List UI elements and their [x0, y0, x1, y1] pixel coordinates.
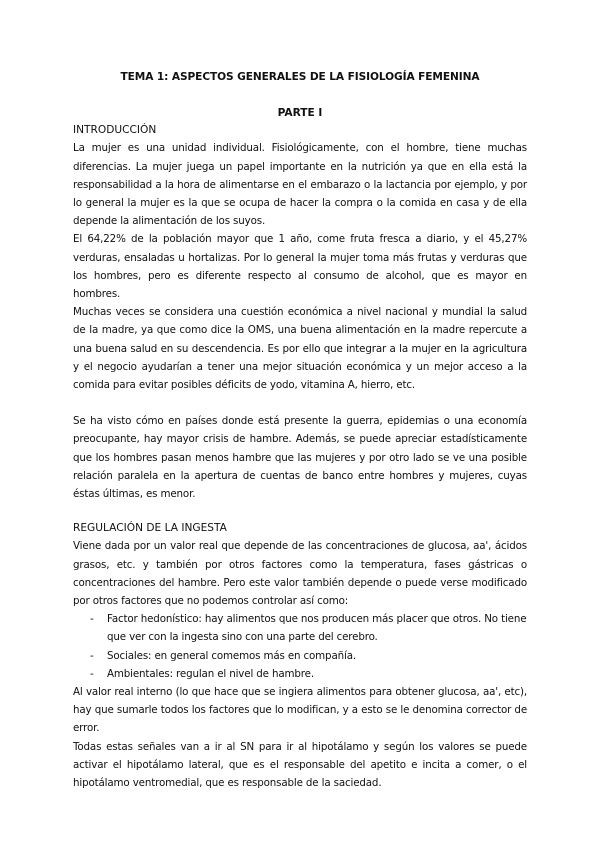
list-item [90, 647, 527, 665]
factor-text: Factor hedonístico: hay alimentos que nos producen más placer que otros. No tiene que ver con la ingesta sino con una parte del cerebro. [107, 613, 527, 644]
list-item [90, 665, 527, 683]
list-item [90, 610, 527, 646]
factor-text: Sociales: en general comemos más en compañía. [107, 649, 356, 662]
paragraph-spacer [73, 394, 527, 412]
regulation-intro-paragraph: Viene dada por un valor real que depende de las concentraciones de glucosa, aa', ácidos grasos, etc. y también por otros factores como la temperatura, fases gástricas o concentraciones del hambre. Pero este valor también depende o puede verse modificado por otros factores que no podemos controlar así como: [73, 540, 527, 608]
list-dash: - [90, 613, 94, 626]
section-spacer [73, 503, 527, 519]
section-heading-introduccion: INTRODUCCIÓN [73, 124, 157, 136]
factors-list [73, 610, 527, 683]
document-title: TEMA 1: ASPECTOS GENERALES DE LA FISIOLOGÍA FEMENINA [120, 71, 480, 83]
factor-text: Ambientales: regulan el nivel de hambre. [107, 667, 314, 680]
part-title: PARTE I [277, 107, 323, 119]
section-heading-regulacion: REGULACIÓN DE LA INGESTA [73, 522, 227, 535]
regulation-paragraph-2: Todas estas señales van a ir al SN para ir al hipotálamo y según los valores se puede activar el hipotálamo lateral, que es el responsable del apetito e incita a comer, o el hipotálamo ventromedial, que es responsable de la saciedad. [73, 740, 527, 790]
list-dash: - [90, 667, 94, 680]
intro-paragraph-3: Muchas veces se considera una cuestión económica a nivel nacional y mundial la salud de la madre, ya que como dice la OMS, una buena alimentación en la madre repercute a una buena salud en su descendencia. Es por ello que integrar a la mujer en la agricultura y el negocio ayudarían a tener una mejor situación económica y un mejor acceso a la comida para evitar posibles déficits de yodo, vitamina A, hierro, etc. [73, 306, 527, 391]
list-dash: - [90, 649, 94, 662]
regulation-paragraph-1: Al valor real interno (lo que hace que se ingiera alimentos para obtener glucosa, aa', etc), hay que sumarle todos los factores que lo modifican, y a esto se le denomina corrector de error. [73, 686, 527, 735]
intro-paragraph-2: El 64,22% de la población mayor que 1 año, come fruta fresca a diario, y el 45,27% verduras, ensaladas u hortalizas. Por lo general la mujer toma más frutas y verduras que los hombres, pero es diferente respecto al consumo de alcohol, que es mayor en hombres. [73, 233, 527, 300]
regulation-section [73, 519, 527, 792]
intro-paragraph-1: La mujer es una unidad individual. Fisiológicamente, con el hombre, tiene muchas diferencias. La mujer juega un papel importante en la nutrición ya que en ella está la responsabilidad a la hora de alimentarse en el embarazo o la lactancia por ejemplo, y por lo general la mujer es la que se ocupa de hacer la compra o la comida en casa y de ella depende la alimentación de los suyos. [73, 142, 527, 228]
introduction-section [73, 121, 527, 503]
intro-paragraph-4: Se ha visto cómo en países donde está presente la guerra, epidemias o una economía preocupante, hay mayor crisis de hambre. Además, se puede apreciar estadísticamente que los hombres pasan menos hambre que las mujeres y por otro lado se ve una posible relación paralela en la apertura de cuentas de banco entre hombres y mujeres, cuyas éstas últimas, es menor. [73, 415, 527, 500]
